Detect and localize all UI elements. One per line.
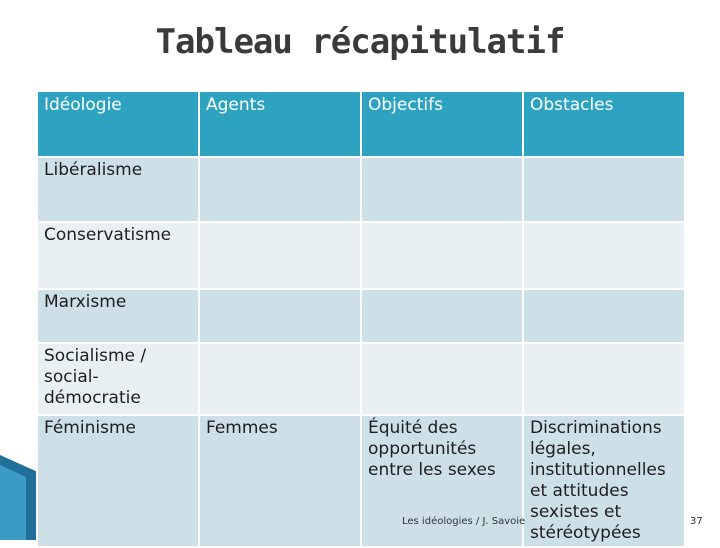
cell-obstacles [523,343,685,415]
cell-objectives [361,157,523,222]
cell-agents [199,289,361,343]
cell-ideology: Socialisme / social-démocratie [37,343,199,415]
table-row [37,222,685,289]
cell-objectives [361,222,523,289]
cell-agents [199,343,361,415]
cell-obstacles: Discriminations légales, institutionnelles et attitudes sexistes et stéréotypées [523,415,685,547]
cell-ideology: Libéralisme [37,157,199,222]
header-agents: Agents [199,91,361,157]
cell-ideology: Conservatisme [37,222,199,289]
cell-ideology: Féminisme [37,415,199,547]
cell-obstacles [523,289,685,343]
cell-obstacles [523,222,685,289]
cell-objectives [361,343,523,415]
cell-agents [199,157,361,222]
footer-text: Les idéologies / J. Savoie [402,516,526,527]
table-row [37,157,685,222]
header-objectifs: Objectifs [361,91,523,157]
cell-agents [199,222,361,289]
cell-objectives [361,289,523,343]
page-number: 37 [690,516,703,527]
header-obstacles: Obstacles [523,91,685,157]
table-row [37,343,685,415]
summary-table [36,90,686,548]
table-row [37,415,685,547]
table-row [37,289,685,343]
cell-ideology: Marxisme [37,289,199,343]
slide-title: Tableau récapitulatif [155,22,565,62]
cell-agents: Femmes [199,415,361,547]
cell-objectives: Équité des opportunités entre les sexes [361,415,523,547]
header-ideologie: Idéologie [37,91,199,157]
header-row [37,91,685,157]
decorative-shape [0,455,40,540]
cell-obstacles [523,157,685,222]
